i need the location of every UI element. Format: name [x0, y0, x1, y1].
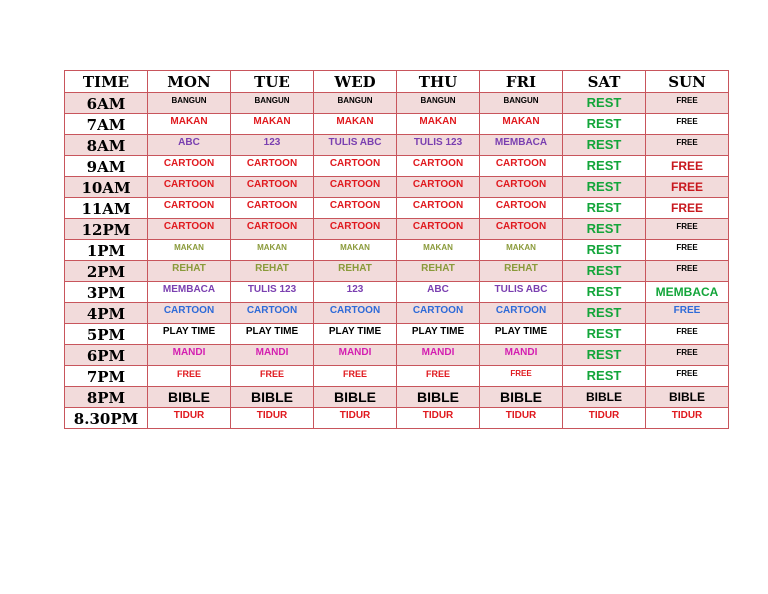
activity-cell-fri: REHAT — [480, 261, 563, 282]
activity-cell-mon: MANDI — [148, 345, 231, 366]
table-row — [65, 387, 729, 408]
table-row — [65, 198, 729, 219]
activity-cell-fri: CARTOON — [480, 156, 563, 177]
activity-cell-fri: CARTOON — [480, 303, 563, 324]
time-cell: 2PM — [65, 261, 148, 282]
column-header-wed: WED — [314, 71, 397, 93]
activity-cell-mon: ABC — [148, 135, 231, 156]
column-header-sun: SUN — [646, 71, 729, 93]
activity-cell-wed: BANGUN — [314, 93, 397, 114]
time-cell: 10AM — [65, 177, 148, 198]
activity-cell-sat: REST — [563, 324, 646, 345]
activity-cell-tue: MAKAN — [231, 114, 314, 135]
activity-cell-sat: REST — [563, 345, 646, 366]
activity-cell-thu: MAKAN — [397, 114, 480, 135]
activity-cell-sat: REST — [563, 282, 646, 303]
activity-cell-thu: CARTOON — [397, 198, 480, 219]
table-row — [65, 219, 729, 240]
activity-cell-thu: TULIS 123 — [397, 135, 480, 156]
time-cell: 1PM — [65, 240, 148, 261]
activity-cell-mon: REHAT — [148, 261, 231, 282]
table-row — [65, 240, 729, 261]
activity-cell-sat: REST — [563, 156, 646, 177]
activity-cell-sun: FREE — [646, 135, 729, 156]
activity-cell-sun: FREE — [646, 324, 729, 345]
activity-cell-thu: ABC — [397, 282, 480, 303]
time-cell: 8PM — [65, 387, 148, 408]
activity-cell-fri: PLAY TIME — [480, 324, 563, 345]
activity-cell-sun: FREE — [646, 261, 729, 282]
table-row — [65, 261, 729, 282]
table-row — [65, 345, 729, 366]
column-header-tue: TUE — [231, 71, 314, 93]
table-row — [65, 156, 729, 177]
activity-cell-sat: REST — [563, 198, 646, 219]
activity-cell-tue: REHAT — [231, 261, 314, 282]
table-row — [65, 408, 729, 429]
activity-cell-thu: REHAT — [397, 261, 480, 282]
activity-cell-fri: CARTOON — [480, 177, 563, 198]
activity-cell-wed: CARTOON — [314, 156, 397, 177]
activity-cell-thu: BANGUN — [397, 93, 480, 114]
table-row — [65, 324, 729, 345]
activity-cell-fri: BANGUN — [480, 93, 563, 114]
activity-cell-fri: MAKAN — [480, 240, 563, 261]
time-cell: 7AM — [65, 114, 148, 135]
activity-cell-wed: BIBLE — [314, 387, 397, 408]
activity-cell-sun: FREE — [646, 345, 729, 366]
activity-cell-fri: MEMBACA — [480, 135, 563, 156]
activity-cell-thu: CARTOON — [397, 303, 480, 324]
activity-cell-sun: FREE — [646, 156, 729, 177]
activity-cell-mon: CARTOON — [148, 198, 231, 219]
activity-cell-mon: MAKAN — [148, 114, 231, 135]
activity-cell-sun: FREE — [646, 198, 729, 219]
activity-cell-wed: MANDI — [314, 345, 397, 366]
activity-cell-fri: FREE — [480, 366, 563, 387]
time-cell: 8.30PM — [65, 408, 148, 429]
activity-cell-tue: MANDI — [231, 345, 314, 366]
activity-cell-thu: MANDI — [397, 345, 480, 366]
activity-cell-sat: REST — [563, 366, 646, 387]
column-header-mon: MON — [148, 71, 231, 93]
activity-cell-thu: CARTOON — [397, 219, 480, 240]
activity-cell-tue: BIBLE — [231, 387, 314, 408]
time-cell: 5PM — [65, 324, 148, 345]
activity-cell-tue: TULIS 123 — [231, 282, 314, 303]
activity-cell-mon: MAKAN — [148, 240, 231, 261]
activity-cell-sat: REST — [563, 240, 646, 261]
table-row — [65, 135, 729, 156]
activity-cell-sat: REST — [563, 135, 646, 156]
header-row — [65, 71, 729, 93]
activity-cell-sun: FREE — [646, 219, 729, 240]
activity-cell-sat: REST — [563, 261, 646, 282]
activity-cell-thu: BIBLE — [397, 387, 480, 408]
activity-cell-sun: FREE — [646, 240, 729, 261]
activity-cell-mon: MEMBACA — [148, 282, 231, 303]
table-row — [65, 282, 729, 303]
activity-cell-sun: FREE — [646, 114, 729, 135]
activity-cell-wed: REHAT — [314, 261, 397, 282]
activity-cell-wed: 123 — [314, 282, 397, 303]
activity-cell-fri: CARTOON — [480, 219, 563, 240]
activity-cell-tue: CARTOON — [231, 177, 314, 198]
activity-cell-sat: REST — [563, 177, 646, 198]
activity-cell-wed: CARTOON — [314, 198, 397, 219]
activity-cell-mon: CARTOON — [148, 177, 231, 198]
activity-cell-tue: PLAY TIME — [231, 324, 314, 345]
activity-cell-sun: FREE — [646, 303, 729, 324]
activity-cell-tue: CARTOON — [231, 156, 314, 177]
table-row — [65, 114, 729, 135]
activity-cell-fri: CARTOON — [480, 198, 563, 219]
activity-cell-tue: FREE — [231, 366, 314, 387]
activity-cell-thu: CARTOON — [397, 177, 480, 198]
activity-cell-sun: FREE — [646, 366, 729, 387]
activity-cell-tue: CARTOON — [231, 219, 314, 240]
activity-cell-sat: REST — [563, 114, 646, 135]
activity-cell-tue: TIDUR — [231, 408, 314, 429]
schedule-table — [64, 70, 729, 429]
activity-cell-sat: BIBLE — [563, 387, 646, 408]
column-header-thu: THU — [397, 71, 480, 93]
time-cell: 4PM — [65, 303, 148, 324]
activity-cell-sun: BIBLE — [646, 387, 729, 408]
activity-cell-wed: MAKAN — [314, 114, 397, 135]
activity-cell-thu: MAKAN — [397, 240, 480, 261]
activity-cell-sat: TIDUR — [563, 408, 646, 429]
activity-cell-wed: PLAY TIME — [314, 324, 397, 345]
activity-cell-wed: FREE — [314, 366, 397, 387]
activity-cell-fri: MAKAN — [480, 114, 563, 135]
activity-cell-mon: CARTOON — [148, 156, 231, 177]
activity-cell-mon: CARTOON — [148, 303, 231, 324]
column-header-time: TIME — [65, 71, 148, 93]
activity-cell-mon: FREE — [148, 366, 231, 387]
activity-cell-sat: REST — [563, 303, 646, 324]
activity-cell-wed: TULIS ABC — [314, 135, 397, 156]
schedule-body — [65, 93, 729, 429]
activity-cell-mon: BIBLE — [148, 387, 231, 408]
activity-cell-wed: MAKAN — [314, 240, 397, 261]
activity-cell-tue: BANGUN — [231, 93, 314, 114]
activity-cell-wed: CARTOON — [314, 219, 397, 240]
activity-cell-fri: MANDI — [480, 345, 563, 366]
activity-cell-wed: TIDUR — [314, 408, 397, 429]
time-cell: 9AM — [65, 156, 148, 177]
activity-cell-thu: PLAY TIME — [397, 324, 480, 345]
time-cell: 12PM — [65, 219, 148, 240]
activity-cell-sun: FREE — [646, 177, 729, 198]
table-row — [65, 177, 729, 198]
activity-cell-mon: CARTOON — [148, 219, 231, 240]
activity-cell-tue: CARTOON — [231, 303, 314, 324]
table-row — [65, 93, 729, 114]
activity-cell-thu: FREE — [397, 366, 480, 387]
activity-cell-tue: MAKAN — [231, 240, 314, 261]
activity-cell-fri: TULIS ABC — [480, 282, 563, 303]
activity-cell-fri: TIDUR — [480, 408, 563, 429]
activity-cell-fri: BIBLE — [480, 387, 563, 408]
activity-cell-wed: CARTOON — [314, 177, 397, 198]
activity-cell-sun: TIDUR — [646, 408, 729, 429]
time-cell: 6PM — [65, 345, 148, 366]
activity-cell-thu: TIDUR — [397, 408, 480, 429]
activity-cell-mon: BANGUN — [148, 93, 231, 114]
schedule-header — [65, 71, 729, 93]
time-cell: 8AM — [65, 135, 148, 156]
activity-cell-sun: FREE — [646, 93, 729, 114]
column-header-sat: SAT — [563, 71, 646, 93]
table-row — [65, 366, 729, 387]
activity-cell-mon: PLAY TIME — [148, 324, 231, 345]
activity-cell-thu: CARTOON — [397, 156, 480, 177]
activity-cell-sat: REST — [563, 219, 646, 240]
column-header-fri: FRI — [480, 71, 563, 93]
time-cell: 6AM — [65, 93, 148, 114]
activity-cell-tue: 123 — [231, 135, 314, 156]
time-cell: 11AM — [65, 198, 148, 219]
time-cell: 7PM — [65, 366, 148, 387]
activity-cell-mon: TIDUR — [148, 408, 231, 429]
activity-cell-tue: CARTOON — [231, 198, 314, 219]
activity-cell-sat: REST — [563, 93, 646, 114]
table-row — [65, 303, 729, 324]
activity-cell-sun: MEMBACA — [646, 282, 729, 303]
time-cell: 3PM — [65, 282, 148, 303]
activity-cell-wed: CARTOON — [314, 303, 397, 324]
